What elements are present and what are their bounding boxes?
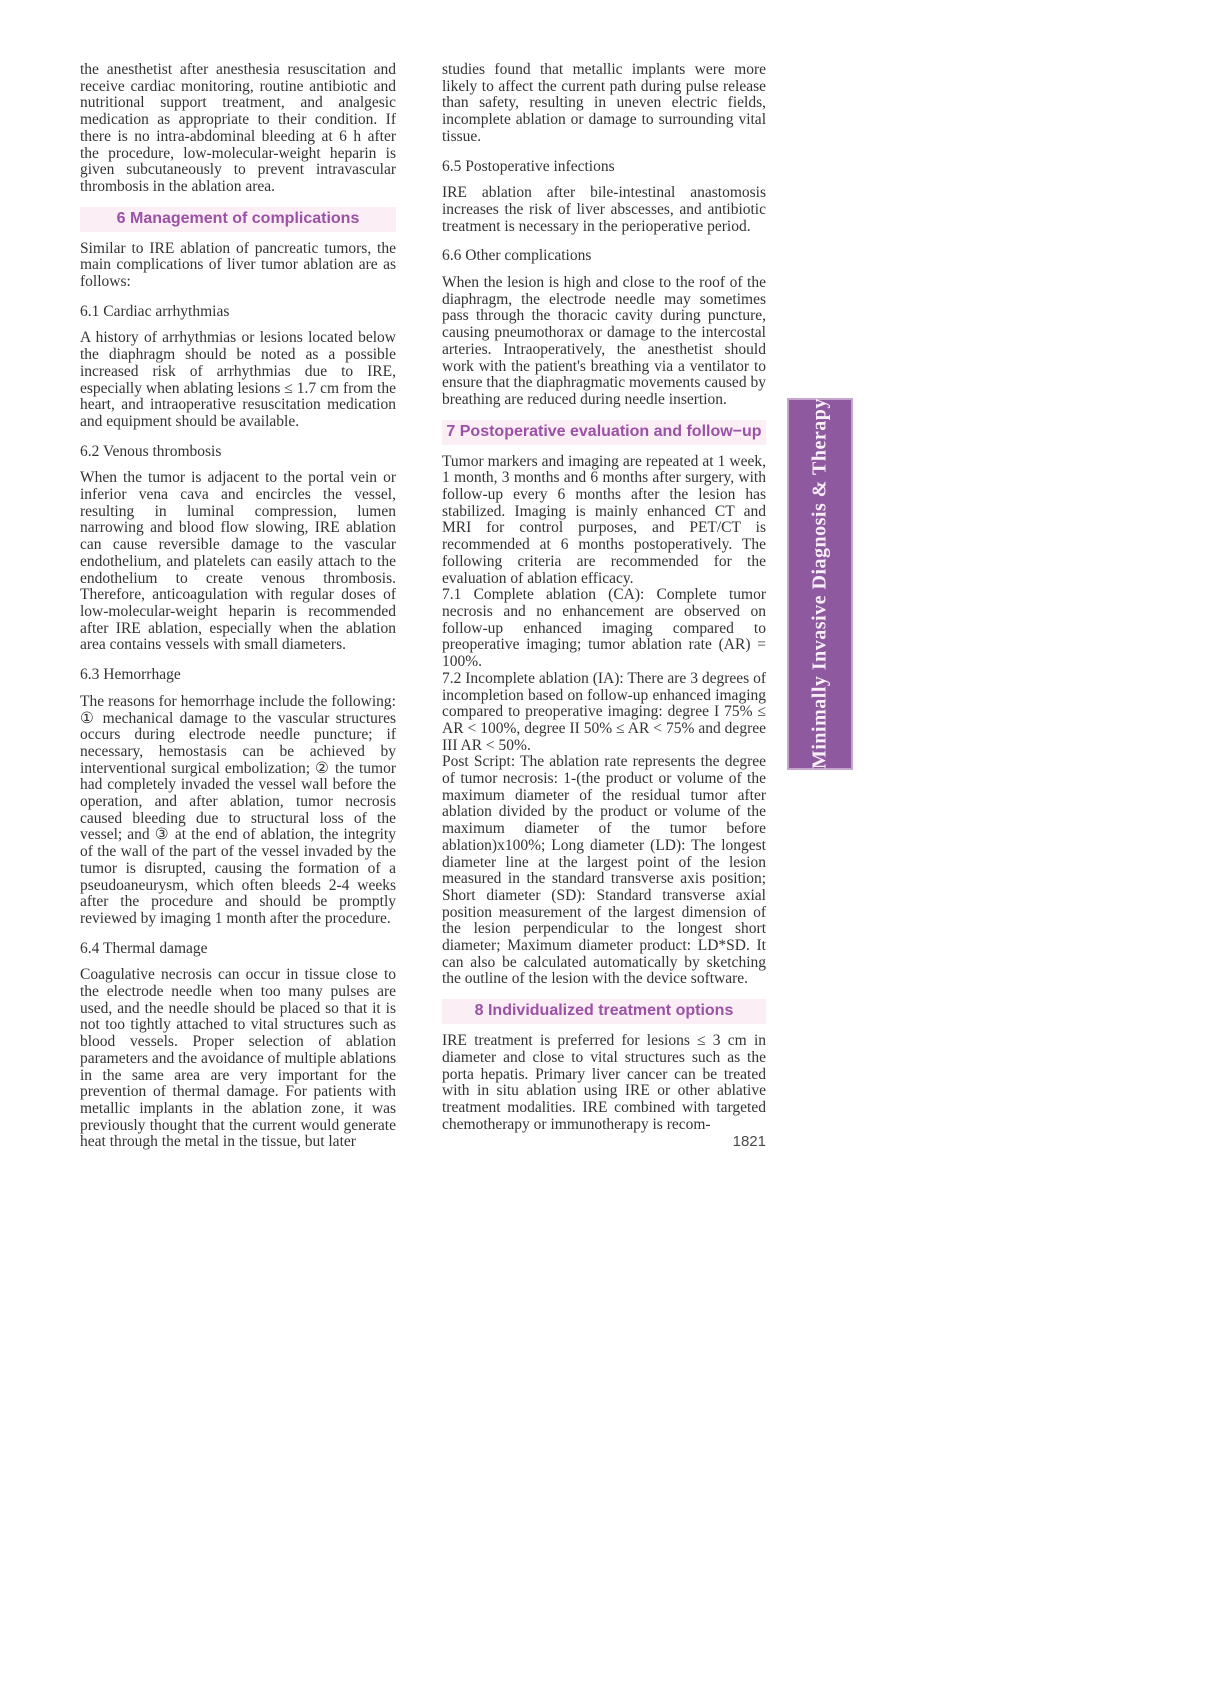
page-number: 1821 (732, 1133, 766, 1150)
subsection-heading: 6.2 Venous thrombosis (80, 442, 222, 460)
paragraph: When the lesion is high and close to the roof of the diaphragm, the electrode needle may sometimes pass through the thoracic cavity during puncture, causing pneumothorax or damage to the intercostal arteries. Intraoperatively, the anesthetist should work with the patient's breathing via a ventilator to ensure that the diaphragmatic movements caused by breathing are reduced during needle insertion. (442, 274, 766, 408)
paragraph: A history of arrhythmias or lesions located below the diaphragm should be noted as a possible increased risk of arrhythmias due to IRE, especially when ablating lesions ≤ 1.7 cm from the heart, and intraoperative resuscitation medication and equipment should be available. (80, 329, 396, 430)
section-heading: 7 Postoperative evaluation and follow−up (442, 420, 766, 445)
section-heading: 6 Management of complications (80, 207, 396, 232)
paragraph: Coagulative necrosis can occur in tissue close to the electrode needle when too many pulses are used, and the needle should be placed so that it is not too tightly attached to vital structures such as blood vessels. Proper selection of ablation parameters and the avoidance of multiple ablations in the same area are very important for the prevention of thermal damage. For patients with metallic implants in the ablation zone, it was previously thought that the current would generate heat through the metal in the tissue, but later (80, 966, 396, 1151)
journal-section-side-tab: Minimally Invasive Diagnosis & Therapy (787, 398, 853, 770)
paragraph: IRE treatment is preferred for lesions ≤ 3 cm in diameter and close to vital structures such as the porta hepatis. Primary liver cancer can be treated with in situ ablation using IRE or other ablative treatment modalities. IRE combined with targeted chemotherapy or immunotherapy is recom- (442, 1032, 766, 1133)
right-column (442, 62, 766, 1142)
paragraph: Similar to IRE ablation of pancreatic tumors, the main complications of liver tumor ablation are as follows: (80, 239, 396, 291)
subsection-heading: 6.1 Cardiac arrhythmias (80, 302, 230, 320)
paragraph: When the tumor is adjacent to the portal vein or inferior vena cava and encircles the vessel, resulting in luminal compression, lumen narrowing and blood flow slowing, IRE ablation can cause reversible damage to the vascular endothelium, and platelets can easily attach to the endothelium to create venous thrombosis. Therefore, anticoagulation with regular doses of low-molecular-weight heparin is recommended after IRE ablation, especially when the ablation area contains vessels with small diameters. (80, 469, 396, 654)
paragraph: studies found that metallic implants were more likely to affect the current path during pulse release than safety, resulting in uneven electric fields, incomplete ablation or damage to surrounding vital tissue. (442, 61, 766, 145)
paragraph: 7.1 Complete ablation (CA): Complete tumor necrosis and no enhancement are observed on follow-up enhanced imaging compared to preoperative imaging; tumor ablation rate (AR) = 100%. (442, 586, 766, 671)
subsection-heading: 6.6 Other complications (442, 247, 592, 265)
subsection-heading: 6.5 Postoperative infections (442, 157, 615, 175)
paragraph: The reasons for hemorrhage include the following: ① mechanical damage to the vascular structures occurs during electrode needle puncture; if necessary, hemostasis can be achieved by interventional surgical embolization; ② the tumor had completely invaded the vessel wall before the operation, and after ablation, tumor necrosis caused bleeding due to structural loss of the vessel; and ③ at the end of ablation, the integrity of the wall of the part of the vessel invaded by the tumor is disrupted, causing the formation of a pseudoaneurysm, which often bleeds 2-4 weeks after the procedure and should be promptly reviewed by imaging 1 month after the procedure. (80, 692, 396, 927)
paragraph: Tumor markers and imaging are repeated at 1 week, 1 month, 3 months and 6 months after surgery, with follow-up every 6 months after the lesion has stabilized. Imaging is mainly enhanced CT and MRI for control purposes, and PET/CT is recommended at 6 months postoperatively. The following criteria are recommended for the evaluation of ablation efficacy. (442, 452, 766, 587)
paragraph: 7.2 Incomplete ablation (IA): There are 3 degrees of incompletion based on follow-up enhanced imaging compared to preoperative imaging: degree I 75% ≤ AR < 100%, degree II 50% ≤ AR < 75% and degree III AR < 50%. (442, 669, 766, 754)
paragraph: the anesthetist after anesthesia resuscitation and receive cardiac monitoring, routine antibiotic and nutritional support treatment, and analgesic medication as appropriate to their condition. If there is no intra-abdominal bleeding at 6 h after the procedure, low-molecular-weight heparin is given subcutaneously to prevent intravascular thrombosis in the ablation area. (80, 61, 396, 195)
paragraph: Post Script: The ablation rate represents the degree of tumor necrosis: 1-(the product or volume of the maximum diameter of the residual tumor after ablation divided by the product or volume of the maximum diameter of the tumor before ablation)x100%; Long diameter (LD): The longest diameter line at the largest point of the lesion measured in the standard transverse axis position; Short diameter (SD): Standard transverse axial position measurement of the largest dimension of the lesion perpendicular to the longest short diameter; Maximum diameter product: LD*SD. It can also be calculated automatically by sketching the outline of the lesion with the device software. (442, 753, 766, 988)
subsection-heading: 6.3 Hemorrhage (80, 666, 181, 684)
subsection-heading: 6.4 Thermal damage (80, 939, 208, 957)
section-heading: 8 Individualized treatment options (442, 999, 766, 1024)
paragraph: IRE ablation after bile-intestinal anastomosis increases the risk of liver abscesses, and antibiotic treatment is necessary in the perioperative period. (442, 184, 766, 235)
left-column (80, 62, 396, 1160)
